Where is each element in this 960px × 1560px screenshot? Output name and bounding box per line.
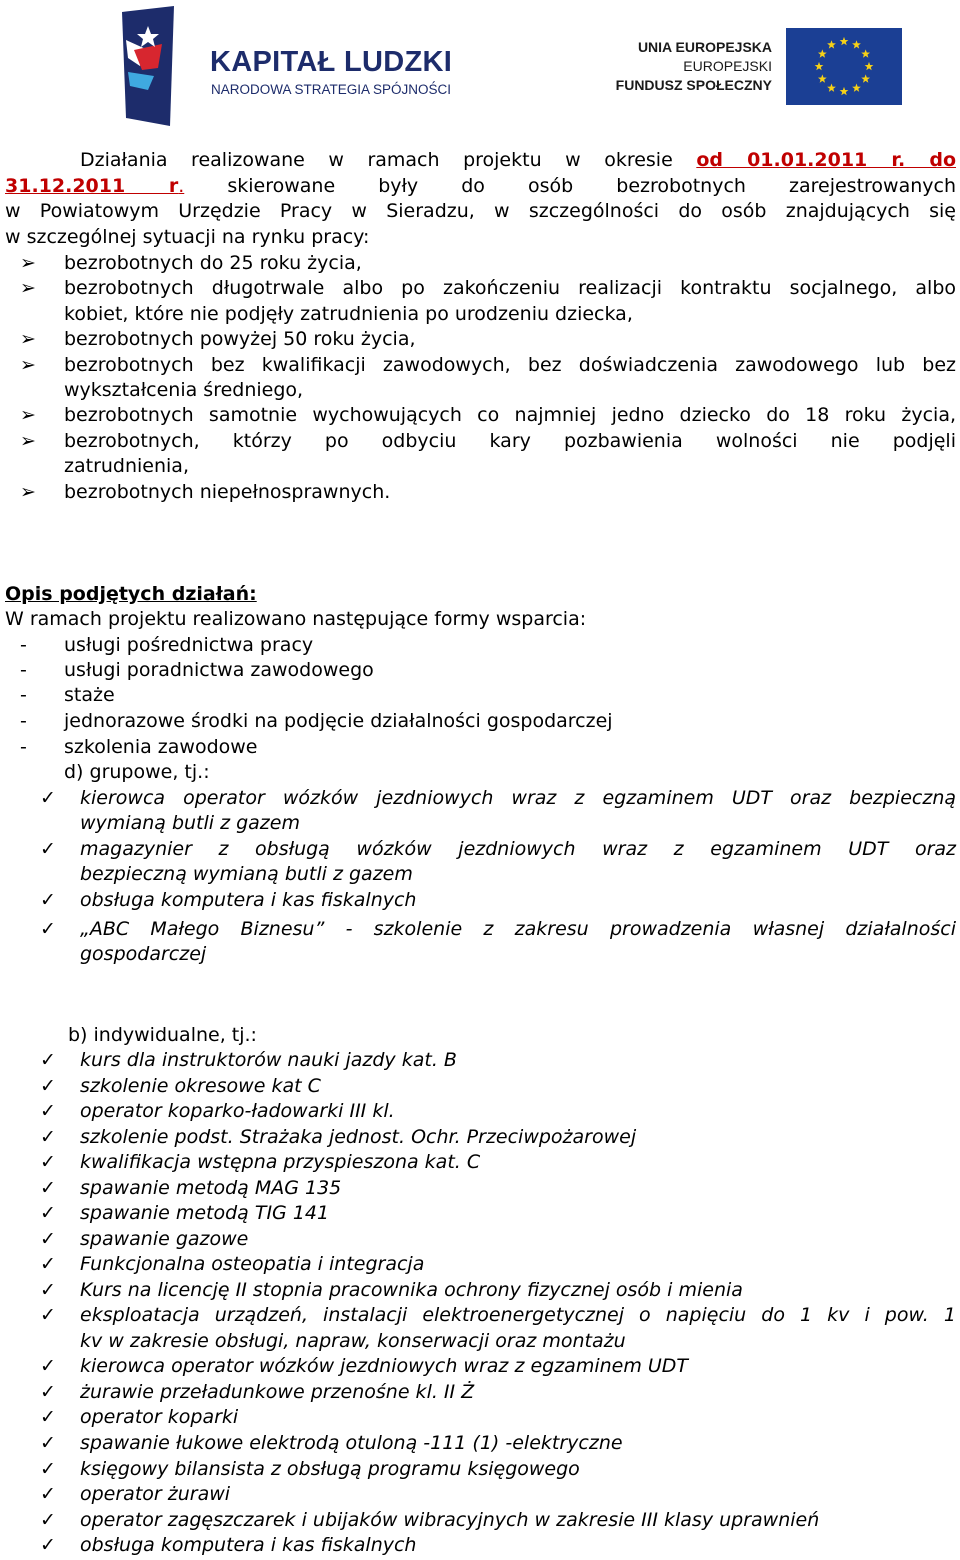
actions-heading: Opis podjętych działań:	[5, 583, 257, 605]
target-group-item: bezrobotnych samotnie wychowujących co najmniej jedno dziecko do 18 roku życia,	[64, 404, 956, 426]
individual-training-item: szkolenie okresowe kat C	[80, 1075, 321, 1097]
kapital-ludzki-logo	[118, 6, 180, 126]
target-group-item: bezrobotnych powyżej 50 roku życia,	[64, 328, 416, 350]
eu-fund-label	[612, 38, 772, 95]
date-range-end: 31.12.2011 r	[5, 175, 179, 197]
arrow-bullet-icon: ➢	[20, 430, 36, 452]
actions-intro: W ramach projektu realizowano następujące formy wsparcia:	[5, 608, 587, 630]
individual-training-item: szkolenie podst. Strażaka jednost. Ochr. Przeciwpożarowej	[80, 1126, 637, 1148]
group-training-item-cont: gospodarczej	[80, 943, 207, 965]
target-group-item-cont: kobiet, które nie podjęły zatrudnienia po urodzeniu dziecka,	[64, 303, 633, 325]
check-icon: ✓	[40, 1355, 56, 1377]
check-icon: ✓	[40, 1228, 56, 1250]
dash-bullet: -	[20, 710, 27, 732]
arrow-bullet-icon: ➢	[20, 354, 36, 376]
support-form-item: usługi pośrednictwa pracy	[64, 634, 314, 656]
target-group-item: bezrobotnych do 25 roku życia,	[64, 252, 362, 274]
support-form-item: staże	[64, 684, 115, 706]
support-form-item: usługi poradnictwa zawodowego	[64, 659, 374, 681]
check-icon: ✓	[40, 1483, 56, 1505]
group-training-item-cont: bezpieczną wymianą butli z gazem	[80, 863, 413, 885]
individual-training-item: operator zagęszczarek i ubijaków wibracyjnych w zakresie III klasy uprawnień	[80, 1509, 820, 1531]
check-icon: ✓	[40, 1100, 56, 1122]
individual-training-item: spawanie metodą TIG 141	[80, 1202, 330, 1224]
check-icon: ✓	[40, 1279, 56, 1301]
intro-text-start: Działania realizowane w ramach projektu w okresie	[80, 149, 697, 171]
target-group-item: bezrobotnych bez kwalifikacji zawodowych, bez doświadczenia zawodowego lub bez	[64, 354, 956, 376]
individual-training-item: eksploatacja urządzeń, instalacji elektroenergetycznej o napięciu do 1 kv i pow. 1	[80, 1304, 956, 1326]
check-icon: ✓	[40, 1253, 56, 1275]
check-icon: ✓	[40, 1151, 56, 1173]
intro-line-2	[5, 173, 956, 199]
individual-training-item: operator koparki	[80, 1406, 239, 1428]
individual-training-item: spawanie metodą MAG 135	[80, 1177, 342, 1199]
individual-training-item: spawanie łukowe elektrodą otuloną -111 (1) -elektryczne	[80, 1432, 623, 1454]
intro-line-1	[80, 147, 956, 173]
individual-training-item: Kurs na licencję II stopnia pracownika ochrony fizycznej osób i mienia	[80, 1279, 743, 1301]
check-icon: ✓	[40, 1177, 56, 1199]
check-icon: ✓	[40, 838, 56, 860]
individual-training-item: operator żurawi	[80, 1483, 231, 1505]
individual-training-item: kierowca operator wózków jezdniowych wraz z egzaminem UDT	[80, 1355, 689, 1377]
individual-training-item: kurs dla instruktorów nauki jazdy kat. B	[80, 1049, 457, 1071]
check-icon: ✓	[40, 1049, 56, 1071]
check-icon: ✓	[40, 1458, 56, 1480]
check-icon: ✓	[40, 787, 56, 809]
arrow-bullet-icon: ➢	[20, 328, 36, 350]
date-period: .	[178, 175, 185, 197]
intro-line-3: w Powiatowym Urzędzie Pracy w Sieradzu, w szczególności do osób znajdujących się	[5, 200, 956, 222]
arrow-bullet-icon: ➢	[20, 404, 36, 426]
arrow-bullet-icon: ➢	[20, 252, 36, 274]
eu-line-1: UNIA EUROPEJSKA	[637, 39, 772, 55]
individual-training-item: operator koparko-ładowarki III kl.	[80, 1100, 395, 1122]
check-icon: ✓	[40, 1075, 56, 1097]
group-training-item-cont: wymianą butli z gazem	[80, 812, 300, 834]
group-training-label: d) grupowe, tj.:	[64, 761, 210, 783]
check-icon: ✓	[40, 1304, 56, 1326]
page-header	[0, 0, 960, 130]
arrow-bullet-icon: ➢	[20, 481, 36, 503]
individual-training-item: żurawie przeładunkowe przenośne kl. II Ż	[80, 1381, 475, 1403]
arrow-bullet-icon: ➢	[20, 277, 36, 299]
target-group-item: bezrobotnych niepełnosprawnych.	[64, 481, 391, 503]
eu-line-2: EUROPEJSKI	[683, 58, 772, 74]
group-training-item: „ABC Małego Biznesu” - szkolenie z zakresu prowadzenia własnej działalności	[80, 918, 956, 940]
dash-bullet: -	[20, 634, 27, 656]
intro-text-rest: skierowane były do osób bezrobotnych zarejestrowanych	[184, 175, 956, 197]
target-group-item-cont: wykształcenia średniego,	[64, 379, 304, 401]
check-icon: ✓	[40, 1432, 56, 1454]
group-training-item: obsługa komputera i kas fiskalnych	[80, 889, 417, 911]
check-icon: ✓	[40, 1126, 56, 1148]
individual-training-item-cont: kv w zakresie obsługi, napraw, konserwacji oraz montażu	[80, 1330, 626, 1352]
support-form-item: jednorazowe środki na podjęcie działalności gospodarczej	[64, 710, 613, 732]
individual-training-item: kwalifikacja wstępna przyspieszona kat. C	[80, 1151, 481, 1173]
dash-bullet: -	[20, 684, 27, 706]
dash-bullet: -	[20, 736, 27, 758]
support-form-item: szkolenia zawodowe	[64, 736, 258, 758]
check-icon: ✓	[40, 918, 56, 940]
eu-flag-icon	[786, 28, 902, 105]
check-icon: ✓	[40, 1202, 56, 1224]
intro-line-4: w szczególnej sytuacji na rynku pracy:	[5, 226, 370, 248]
check-icon: ✓	[40, 1381, 56, 1403]
program-title: KAPITAŁ LUDZKI	[210, 46, 453, 78]
eu-line-3: FUNDUSZ SPOŁECZNY	[615, 77, 772, 93]
group-training-item: magazynier z obsługą wózków jezdniowych wraz z egzaminem UDT oraz	[80, 838, 956, 860]
group-training-item: kierowca operator wózków jezdniowych wraz z egzaminem UDT oraz bezpieczną	[80, 787, 956, 809]
check-icon: ✓	[40, 1509, 56, 1531]
target-group-item: bezrobotnych długotrwale albo po zakończeniu realizacji kontraktu socjalnego, albo	[64, 277, 956, 299]
check-icon: ✓	[40, 1406, 56, 1428]
dash-bullet: -	[20, 659, 27, 681]
date-range-start: od 01.01.2011 r. do	[696, 149, 956, 171]
target-group-item: bezrobotnych, którzy po odbyciu kary pozbawienia wolności nie podjęli	[64, 430, 956, 452]
check-icon: ✓	[40, 889, 56, 911]
individual-training-item: księgowy bilansista z obsługą programu księgowego	[80, 1458, 580, 1480]
target-group-item-cont: zatrudnienia,	[64, 455, 189, 477]
program-subtitle: NARODOWA STRATEGIA SPÓJNOŚCI	[211, 82, 452, 97]
check-icon: ✓	[40, 1534, 56, 1556]
individual-training-item: spawanie gazowe	[80, 1228, 249, 1250]
individual-training-item: obsługa komputera i kas fiskalnych	[80, 1534, 417, 1556]
individual-training-item: Funkcjonalna osteopatia i integracja	[80, 1253, 425, 1275]
individual-training-label: b) indywidualne, tj.:	[68, 1024, 257, 1046]
